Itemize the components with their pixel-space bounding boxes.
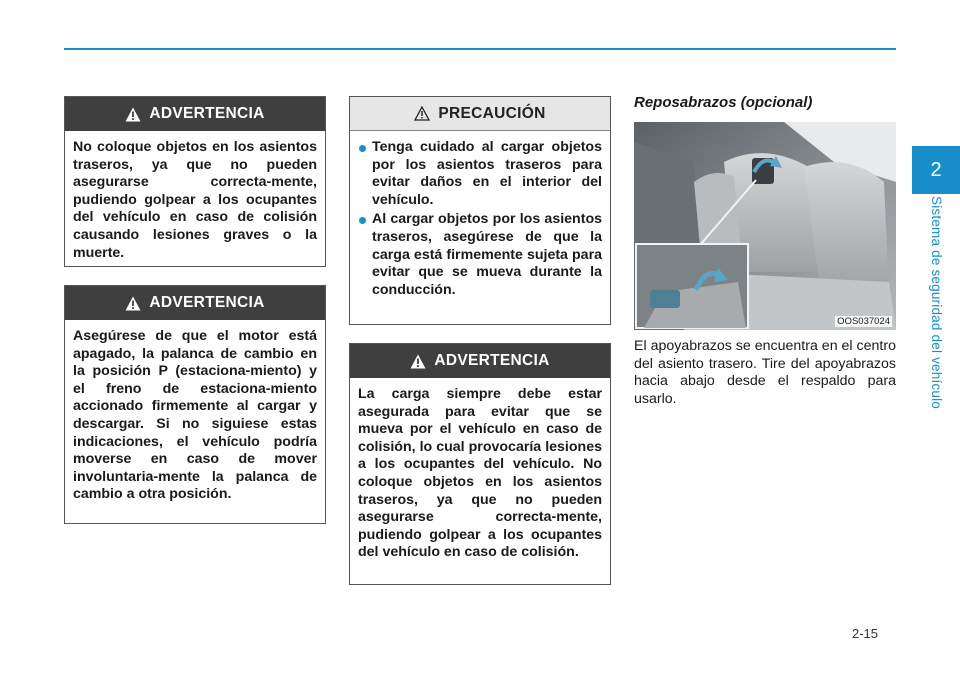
caution-box — [349, 96, 611, 325]
top-rule — [64, 48, 896, 50]
section-heading: Reposabrazos (opcional) — [634, 94, 813, 111]
warning-triangle-icon — [410, 354, 426, 369]
warning-header-1 — [65, 97, 325, 131]
warning-box-2 — [64, 285, 326, 524]
warning-header-label: ADVERTENCIA — [434, 352, 550, 369]
caution-header — [350, 97, 610, 131]
chapter-number: 2 — [930, 158, 942, 181]
caution-item: Al cargar objetos por los asientos traseros, asegúrese de que la carga está firmemente sujeta para evitar que se mueva durante la conducción. — [358, 211, 602, 299]
warning-text-3: La carga siempre debe estar asegurada para evitar que se mueva por el vehículo en caso de colisión, lo cual provocaría lesiones a los ocupantes del vehículo. No coloque objetos en los asientos traseros, ya que no pueden asegurarse correcta-mente, pudiendo golpear a los ocupantes del vehículo en caso de colisión. — [358, 386, 602, 561]
chapter-tab — [912, 146, 960, 194]
warning-text-1: No coloque objetos en los asientos traseros, ya que no pueden asegurarse correcta-mente, pudiendo golpear a los ocupantes del vehículo en caso de colisión causando lesiones graves o la muerte. — [73, 139, 317, 261]
page-number: 2-15 — [852, 626, 879, 641]
warning-triangle-icon — [125, 107, 141, 122]
warning-box-1 — [64, 96, 326, 267]
armrest-description: El apoyabrazos se encuentra en el centro del asiento trasero. Tire del apoyabrazos hacia abajo desde el respaldo para usarlo. — [634, 338, 896, 407]
image-code: OOS037024 — [837, 316, 890, 327]
warning-text-2: Asegúrese de que el motor está apagado, la palanca de cambio en la posición P (estaciona-miento) y el freno de estaciona-miento accionado firmemente al cargar y descargar. Si no siguiese estas indicaciones, el vehículo podría moverse en caso de mover involuntaria-mente la palanca de cambio a otra posición. — [73, 328, 317, 503]
caution-triangle-icon — [414, 106, 430, 121]
warning-header-3 — [350, 344, 610, 378]
warning-triangle-icon — [125, 296, 141, 311]
warning-header-2 — [65, 286, 325, 320]
warning-box-3 — [349, 343, 611, 585]
caution-list — [358, 139, 602, 299]
warning-header-label: ADVERTENCIA — [149, 294, 265, 311]
rear-seat-illustration — [634, 122, 896, 330]
caution-header-label: PRECAUCIÓN — [438, 104, 546, 122]
warning-header-label: ADVERTENCIA — [149, 105, 265, 122]
caution-item: Tenga cuidado al cargar objetos por los asientos traseros para evitar daños en el interior del vehículo. — [358, 139, 602, 209]
caution-body — [350, 131, 610, 299]
armrest-photo — [634, 122, 896, 330]
section-title: Sistema de seguridad del vehículo — [929, 196, 944, 409]
